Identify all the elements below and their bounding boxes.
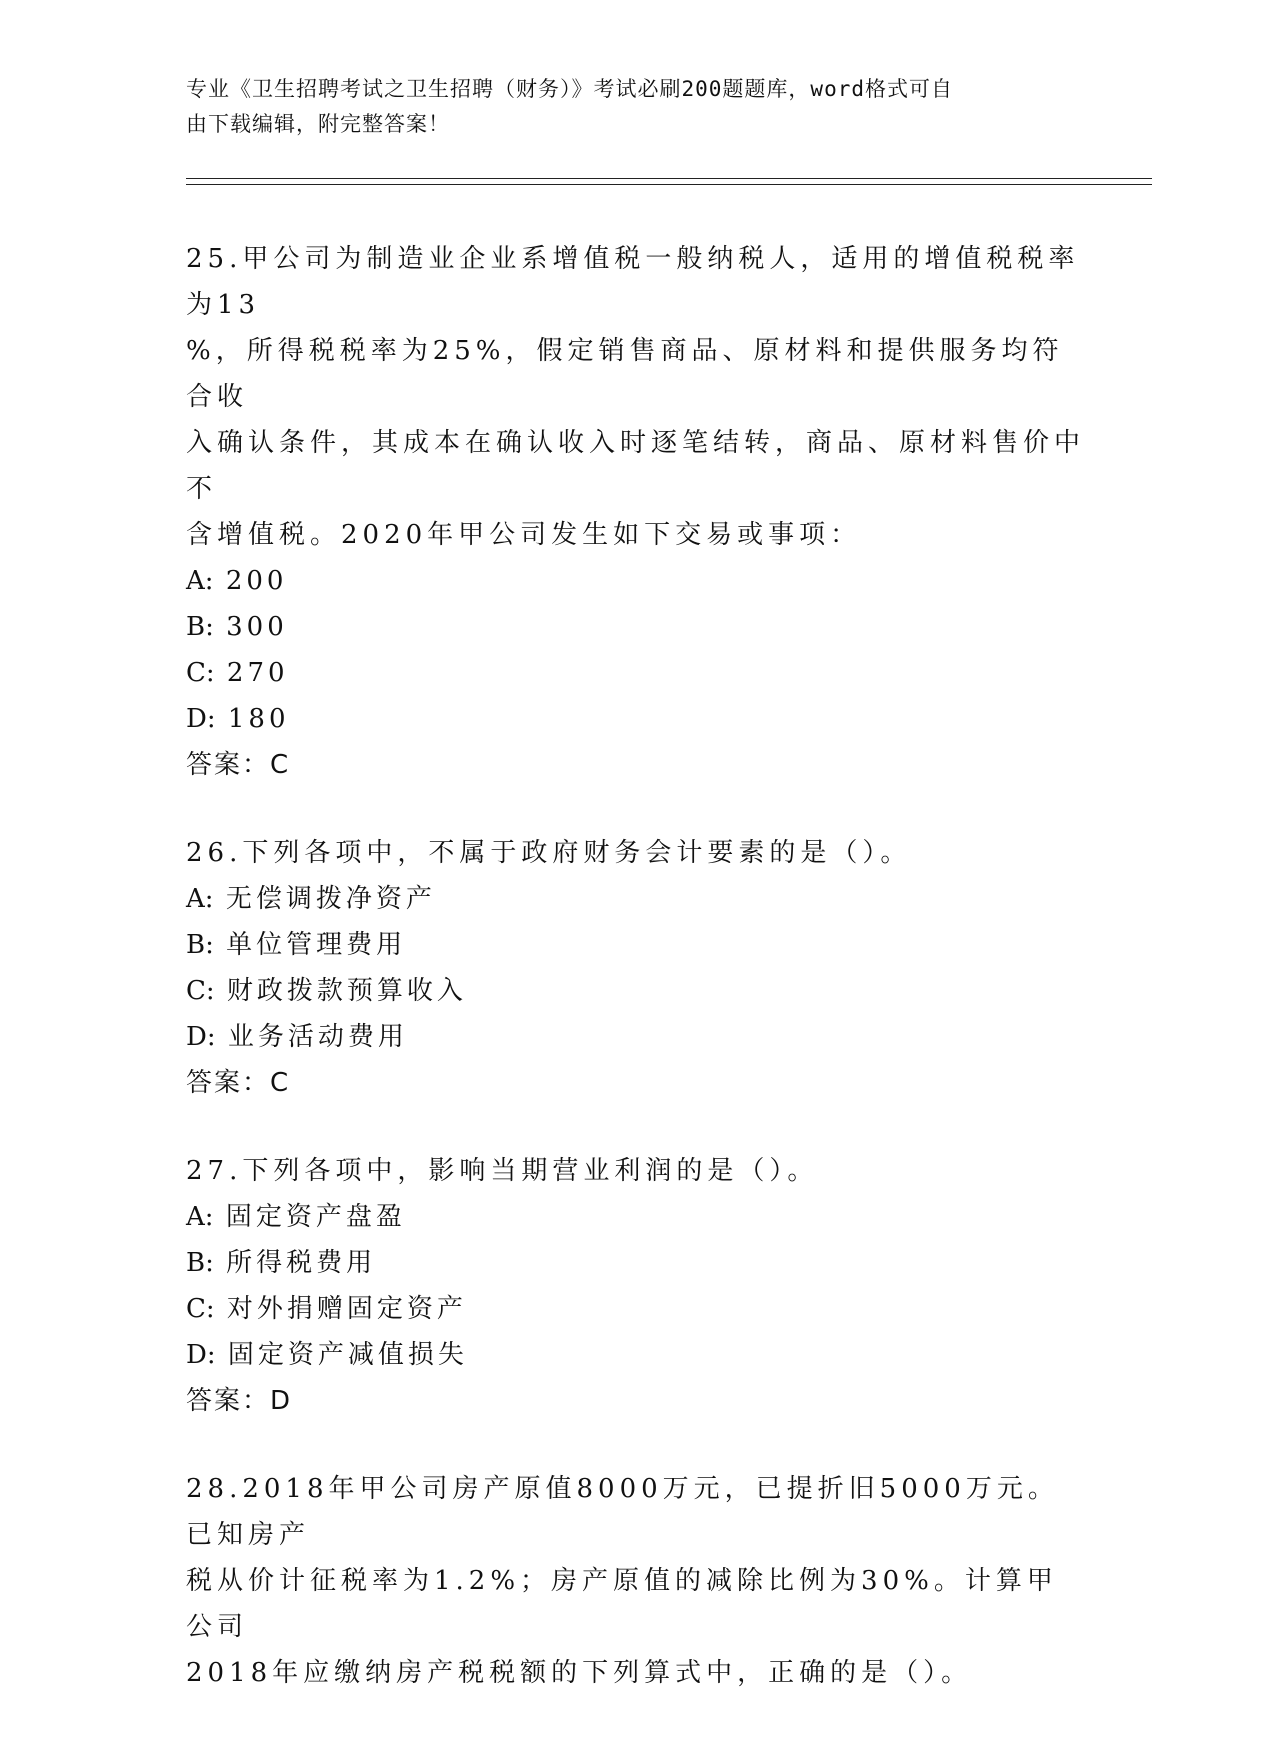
answer-option xyxy=(186,1286,1086,1332)
option-text: 固定资产减值损失 xyxy=(227,1340,468,1370)
document-header xyxy=(186,72,1066,142)
answer-option xyxy=(186,1240,1086,1286)
option-text: 200 xyxy=(225,566,288,596)
question-stem-line: 入确认条件，其成本在确认收入时逐笔结转，商品、原材料售价中不 xyxy=(186,428,1086,504)
option-key: D: xyxy=(186,704,216,734)
answer-option xyxy=(186,1194,1086,1240)
question-stem-line: 2018年应缴纳房产税税额的下列算式中，正确的是（）。 xyxy=(186,1658,973,1688)
option-text: 300 xyxy=(226,612,288,642)
answer-option xyxy=(186,558,1086,604)
question-block xyxy=(186,830,1086,1106)
header-line-1: 专业《卫生招聘考试之卫生招聘（财务）》考试必刷200题题库，word格式可自 xyxy=(186,77,953,101)
option-text: 所得税费用 xyxy=(226,1248,377,1278)
option-key: A: xyxy=(186,566,214,596)
option-key: C: xyxy=(186,1294,215,1324)
answer-option xyxy=(186,1332,1086,1378)
option-key: B: xyxy=(186,612,214,642)
option-key: B: xyxy=(186,1248,214,1278)
question-list xyxy=(186,236,1086,1738)
question-stem-line: 27.下列各项中，影响当期营业利润的是（）。 xyxy=(186,1156,819,1186)
question-block xyxy=(186,1148,1086,1424)
option-key: C: xyxy=(186,658,215,688)
option-key: D: xyxy=(186,1340,216,1370)
option-key: D: xyxy=(186,1022,216,1052)
option-text: 单位管理费用 xyxy=(226,930,407,960)
answer-option xyxy=(186,968,1086,1014)
option-text: 270 xyxy=(226,658,289,688)
option-text: 财政拨款预算收入 xyxy=(226,976,467,1006)
question-block xyxy=(186,1466,1086,1696)
answer-option xyxy=(186,696,1086,742)
answer-line: 答案：C xyxy=(186,1068,291,1098)
option-text: 对外捐赠固定资产 xyxy=(226,1294,467,1324)
option-key: B: xyxy=(186,930,214,960)
question-stem-line: 26.下列各项中，不属于政府财务会计要素的是（）。 xyxy=(186,838,912,868)
option-text: 固定资产盘盈 xyxy=(225,1202,406,1232)
question-stem-line: %，所得税税率为25%，假定销售商品、原材料和提供服务均符合收 xyxy=(186,336,1064,412)
option-text: 业务活动费用 xyxy=(227,1022,408,1052)
answer-option xyxy=(186,1014,1086,1060)
question-stem-line: 税从价计征税率为1.2%；房产原值的减除比例为30%。计算甲公司 xyxy=(186,1566,1058,1642)
question-stem-line: 28.2018年甲公司房产原值8000万元，已提折旧5000万元。已知房产 xyxy=(186,1474,1059,1550)
answer-option xyxy=(186,876,1086,922)
option-key: C: xyxy=(186,976,215,1006)
question-block xyxy=(186,236,1086,788)
header-line-2: 由下载编辑，附完整答案！ xyxy=(186,112,450,136)
header-divider-top xyxy=(186,178,1152,179)
option-text: 180 xyxy=(227,704,290,734)
option-key: A: xyxy=(186,1202,214,1232)
answer-line: 答案：D xyxy=(186,1386,293,1416)
option-key: A: xyxy=(186,884,214,914)
answer-option xyxy=(186,922,1086,968)
answer-option xyxy=(186,650,1086,696)
question-stem-line: 含增值税。2020年甲公司发生如下交易或事项： xyxy=(186,520,862,550)
option-text: 无偿调拨净资产 xyxy=(225,884,436,914)
answer-line: 答案：C xyxy=(186,750,291,780)
header-divider-bottom xyxy=(186,184,1152,185)
question-stem-line: 25.甲公司为制造业企业系增值税一般纳税人，适用的增值税税率为13 xyxy=(186,244,1080,320)
answer-option xyxy=(186,604,1086,650)
